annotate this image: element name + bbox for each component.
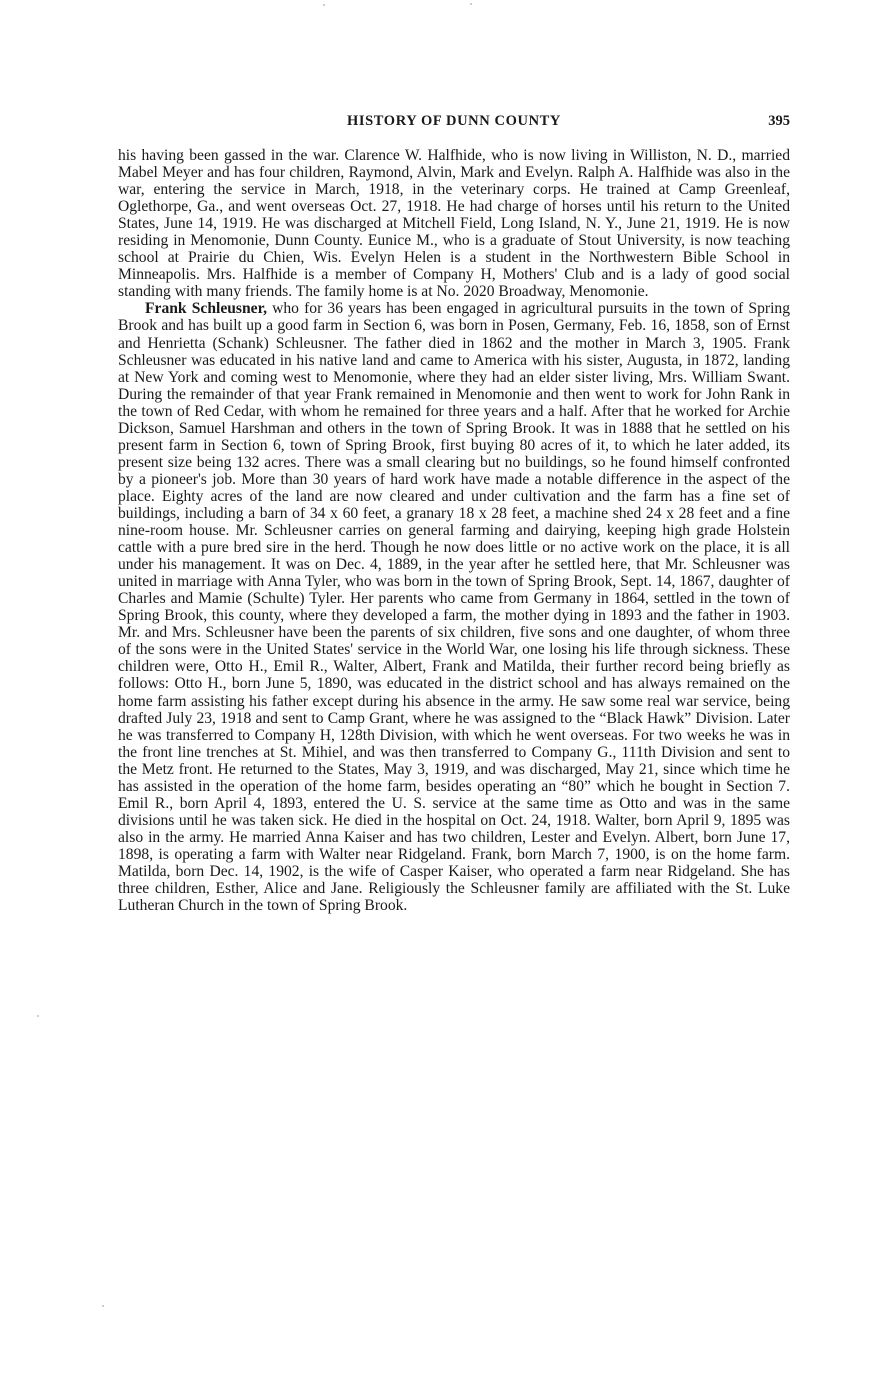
scan-speck: [323, 4, 325, 6]
scan-speck: [37, 1015, 39, 1017]
paragraph-schleusner-biography: [118, 300, 790, 914]
scan-speck: [470, 3, 472, 5]
text-body: [118, 147, 790, 914]
biography-subject-name: Frank Schleusner,: [145, 300, 267, 318]
running-title: HISTORY OF DUNN COUNTY: [347, 113, 561, 129]
scan-speck: [102, 1305, 104, 1307]
paragraph-halfhide-continued: his having been gassed in the war. Clarence W. Halfhide, who is now living in Williston, N. D., married Mabel Meyer and has four children, Raymond, Alvin, Mark and Evelyn. Ralph A. Halfhide was also in the war, entering the service in March, 1918, in the veterinary corps. He trained at Camp Greenleaf, Oglethorpe, Ga., and went overseas Oct. 27, 1918. He had charge of horses until his return to the United States, June 14, 1919. He was discharged at Mitchell Field, Long Island, N. Y., June 21, 1919. He is now residing in Menomonie, Dunn County. Eunice M., who is a graduate of Stout University, is now teaching school at Prairie du Chien, Wis. Evelyn Helen is a student in the Northwestern Bible School in Minneapolis. Mrs. Halfhide is a member of Company H, Mothers' Club and is a lady of good social standing with many friends. The family home is at No. 2020 Broadway, Menomonie.: [118, 147, 790, 301]
running-head: [118, 113, 790, 133]
page-number: 395: [768, 113, 790, 129]
biography-text: who for 36 years has been engaged in agricultural pursuits in the town of Spring Brook and has built up a good farm in Section 6, was born in Posen, Germany, Feb. 16, 1858, son of Ernst and Henrietta (Schank) Schleusner. The father died in 1862 and the mother in March 3, 1905. Frank Schleusner was educated in his native land and came to America with his sister, Augusta, in 1872, landing at New York and coming west to Menomonie, where they had an elder sister living, Mrs. William Swant. During the remainder of that year Frank remained in Menomonie and then went to work for John Rank in the town of Red Cedar, with whom he remained for three years and a half. After that he worked for Archie Dickson, Samuel Harshman and others in the town of Spring Brook. It was in 1888 that he settled on his present farm in Section 6, town of Spring Brook, first buying 80 acres of it, to which he later added, its present size being 132 acres. There was a small clearing but no buildings, so he found himself confronted by a pioneer's job. More than 30 years of hard work have made a notable difference in the aspect of the place. Eighty acres of the land are now cleared and under cultivation and the farm has a fine set of buildings, including a barn of 34 x 60 feet, a granary 18 x 28 feet, a machine shed 24 x 28 feet and a fine nine-room house. Mr. Schleusner carries on general farming and dairying, keeping high grade Holstein cattle with a pure bred sire in the herd. Though he now does little or no active work on the place, it is all under his management. It was on Dec. 4, 1889, in the year after he settled here, that Mr. Schleusner was united in marriage with Anna Tyler, who was born in the town of Spring Brook, Sept. 14, 1867, daughter of Charles and Mamie (Schulte) Tyler. Her parents who came from Germany in 1864, settled in the town of Spring Brook, this county, where they developed a farm, the mother dying in 1893 and the father in 1903. Mr. and Mrs. Schleusner have been the parents of six children, five sons and one daughter, of whom three of the sons were in the United States' service in the World War, one losing his life through sickness. These children were, Otto H., Emil R., Walter, Albert, Frank and Matilda, their further record being briefly as follows: Otto H., born June 5, 1890, was educated in the district school and has always remained on the home farm assisting his father except during his absence in the army. He saw some real war service, being drafted July 23, 1918 and sent to Camp Grant, where he was assigned to the “Black Hawk” Division. Later he was transferred to Company H, 128th Division, with which he went overseas. For two weeks he was in the front line trenches at St. Mihiel, and was then transferred to Company G., 111th Division and sent to the Metz front. He returned to the States, May 3, 1919, and was discharged, May 21, since which time he has assisted in the operation of the home farm, besides operating an “80” which he bought in Section 7. Emil R., born April 4, 1893, entered the U. S. service at the same time as Otto and was in the same divisions until he was taken sick. He died in the hospital on Oct. 24, 1918. Walter, born April 9, 1895 was also in the army. He married Anna Kaiser and has two children, Lester and Evelyn. Albert, born June 17, 1898, is operating a farm with Walter near Ridgeland. Frank, born March 7, 1900, is on the home farm. Matilda, born Dec. 14, 1902, is the wife of Casper Kaiser, who operated a farm near Ridgeland. She has three children, Esther, Alice and Jane. Religiously the Schleusner family are affiliated with the St. Luke Lutheran Church in the town of Spring Brook.: [118, 300, 790, 915]
